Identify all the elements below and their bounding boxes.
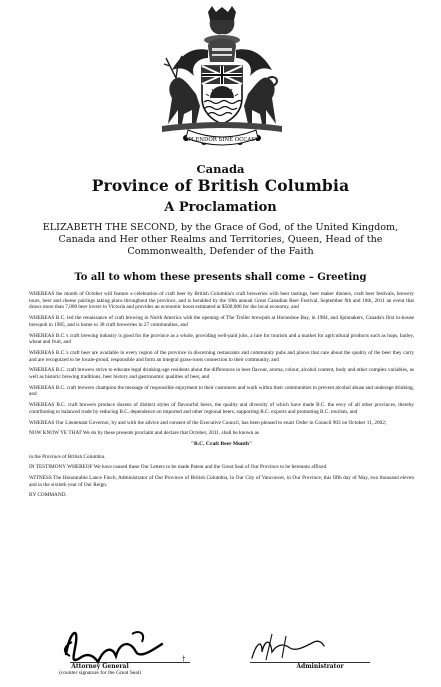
- greeting-heading: To all to whom these presents shall come – Greeting: [74, 272, 367, 283]
- province-heading: Province of British Columbia: [91, 176, 350, 195]
- attorney-general-title: Attorney General: [71, 663, 129, 670]
- whereas-clause: WHEREAS B.C. craft brewers strive to educate legal drinking-age residents about the differences in beer flavour, aroma, colour, alcohol content, body and other complex variables, as well as historic brewing traditions, beer history and gastronomic qualities of beer, and: [29, 367, 414, 381]
- whereas-clause: WHEREAS B.C. craft brewers produce dozens of distinct styles of flavourful beers, the quality and diversity of which have made B.C. the envy of all other provinces, thereby contributing to balanced trade by reducing B.C. dependence on imported and other regional beers, supporting B.C. exports and promoting B.C. tourism, and: [29, 402, 414, 415]
- countersignature-note: (counter signature for the Great Seal): [58, 670, 141, 676]
- whereas-clause: WHEREAS the month of October will feature a celebration of craft beer by British Columbia's craft breweries with beer tastings, beer maker dinners, craft beer festivals, brewery tours, beer and cheese pairings taking place throughout the province, and is heralded by the 18th annual Great Canadian Beer Festival, September 9th and 10th, 2011 an event that draws more than 7,000 beer lovers to Victoria and provides an economic boost estimated at $500,000 for the local economy, and: [29, 291, 414, 311]
- whereas-clause: WHEREAS B.C. led the renaissance of craft brewing in North America with the opening of The Troller brewpub at Horseshoe Bay, in 1984, and Spinnakers, Canada's first in-house brewpub in 1985, and is home to 38 craft breweries in 27 communities, and: [29, 315, 414, 328]
- coat-of-arms-icon: [138, 6, 306, 154]
- whereas-clause: WHEREAS B.C.'s craft brewing industry is good for the province as a whole, providing well-paid jobs, a lure for tourism and a market for agricultural products such as hops, barley, wheat and fruit, and: [29, 332, 414, 346]
- motto-text: SPLENDOR SINE OCCASU: [184, 137, 260, 143]
- attorney-general-block: [0, 663, 200, 677]
- witness-clause: WITNESS The Honourable Lance Finch, Administrator of Our Province of British Columbia, in Our City of Vancouver, in Our Province, this fifth day of May, two thousand eleven and in the sixtieth year of Our Reign.: [29, 475, 414, 488]
- whereas-clause: WHEREAS B.C. craft brewers champion the message of responsible enjoyment to their customers and work within their communities to prevent alcohol abuse and underage drinking, and: [29, 384, 414, 398]
- whereas-clause: WHEREAS B.C.'s craft beer are available in every region of the province in discerning restaurants and community pubs and places that care about the quality of the beer they carry and are recognized to be locale-proud, responsible and form an integral grass-roots connection to their community, and: [29, 349, 414, 363]
- month-title: "B.C. Craft Beer Month": [190, 440, 253, 447]
- by-command: BY COMMAND.: [29, 492, 67, 499]
- in-province: in the Province of British Columbia.: [29, 453, 106, 460]
- administrator-block: [230, 663, 410, 670]
- sovereign-title: ELIZABETH THE SECOND, by the Grace of God, of the United Kingdom, Canada and Her other Realms and Territories, Queen, Head of the Commonwealth, Defender of the Faith: [42, 222, 399, 258]
- proclamation-heading: A Proclamation: [164, 200, 277, 215]
- seal-mark: †: [182, 655, 186, 663]
- canada-heading: Canada: [196, 162, 245, 176]
- whereas-clause: WHEREAS Our Lieutenant Governor, by and with the advice and consent of the Executive Council, has been pleased to enact Order in Council 903 on October 11, 2002;: [29, 419, 387, 426]
- proclamation-body: [29, 291, 414, 503]
- administrator-title: Administrator: [296, 663, 344, 670]
- now-know-ye: NOW KNOW YE THAT We do by these presents proclaim and declare that October, 2011, shall be known as: [29, 430, 260, 437]
- testimony-clause: IN TESTIMONY WHEREOF We have caused these Our Letters to be made Patent and the Great Seal of Our Province to be hereunto affixed.: [29, 464, 328, 471]
